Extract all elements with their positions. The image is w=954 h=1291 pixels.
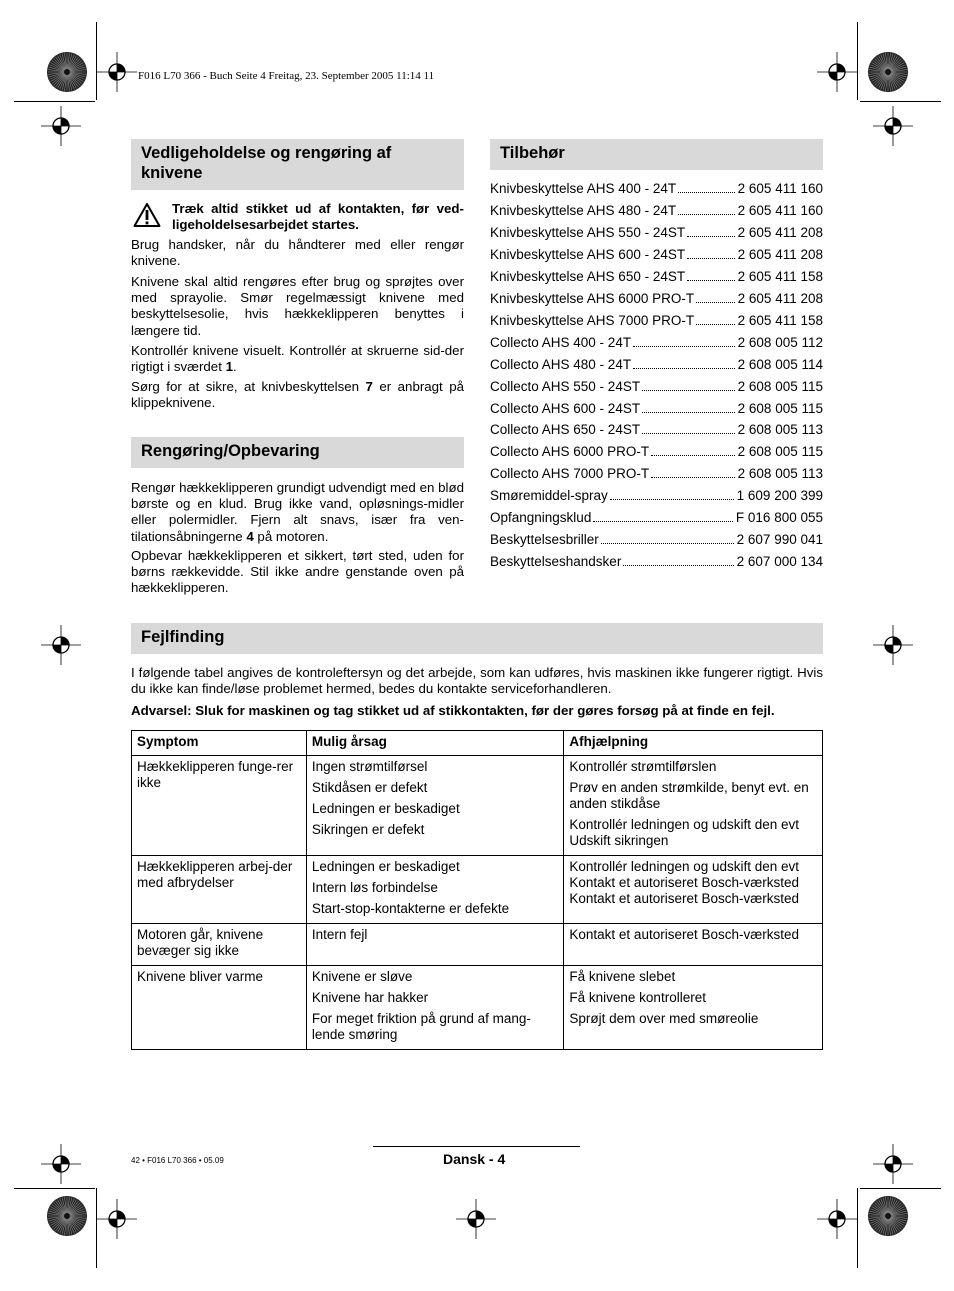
accessory-code: 2 605 411 208 [737, 246, 823, 262]
accessory-code: 2 608 005 113 [737, 466, 823, 482]
leader-dots [633, 346, 735, 347]
crosshair-mark-icon [873, 106, 913, 146]
accessory-name: Collecto AHS 480 - 24T [490, 356, 632, 372]
accessory-name: Knivbeskyttelse AHS 600 - 24ST [490, 246, 686, 262]
crosshair-mark-icon [41, 1144, 81, 1184]
accessory-name: Knivbeskyttelse AHS 6000 PRO-T [490, 290, 695, 306]
accessory-row [490, 442, 823, 460]
maintenance-paragraph-2: Knivene skal altid rengøres efter brug og sprøjtes over med sprayolie. Smør regelmæssigt knivene med beskyttelsesolie, hvis hækkeklipperen benyttes i længere tid. [131, 274, 464, 338]
accessory-code: 2 608 005 115 [737, 444, 823, 460]
accessory-code: 2 608 005 115 [737, 400, 823, 416]
cause-item: For meget friktion på grund af mang-lende smøring [311, 1011, 531, 1042]
accessory-row [490, 508, 823, 526]
cause-item: Sikringen er defekt [311, 822, 425, 837]
accessory-name: Knivbeskyttelse AHS 480 - 24T [490, 202, 677, 218]
remedy-item: Få knivene kontrolleret [569, 990, 706, 1005]
accessory-name: Knivbeskyttelse AHS 550 - 24ST [490, 224, 686, 240]
crop-line [857, 1188, 858, 1268]
warning-triangle-icon [133, 202, 161, 228]
leader-dots [642, 433, 735, 434]
remedy-item: Kontrollér ledningen og udskift den evt Kontakt et autoriseret Bosch-værksted Kontakt et autoriseret Bosch-værksted [569, 859, 800, 906]
symptom-text: Hækkeklipperen arbej-der med afbrydelser [137, 859, 293, 890]
accessory-name: Knivbeskyttelse AHS 400 - 24T [490, 181, 677, 196]
leader-dots [696, 324, 735, 325]
accessory-row [490, 245, 823, 263]
header-symptom: Symptom [132, 731, 307, 756]
section-title-cleaning: Rengøring/Opbevaring [131, 437, 464, 468]
remedy-item: Prøv en anden strømkilde, benyt evt. en anden stikdåse [569, 780, 809, 811]
print-header-line: F016 L70 366 - Buch Seite 4 Freitag, 23. September 2005 11:14 11 [138, 70, 435, 82]
cleaning-paragraph-2: Opbevar hækkeklipperen et sikkert, tørt sted, uden for børns rækkevidde. Stil ikke andre genstande oven på hækkeklipperen. [131, 548, 464, 596]
troubleshooting-table [131, 730, 823, 1050]
leader-dots [633, 368, 735, 369]
accessory-code: 2 605 411 208 [737, 290, 823, 306]
symptom-text: Hækkeklipperen funge-rer ikke [137, 759, 294, 790]
leader-dots [642, 390, 735, 391]
leader-dots [593, 521, 733, 522]
table-row [132, 856, 823, 924]
registration-wheel-icon [46, 51, 88, 93]
accessory-name: Knivbeskyttelse AHS 7000 PRO-T [490, 312, 695, 328]
cause-item: Intern fejl [311, 927, 368, 942]
accessory-name: Opfangningsklud [490, 510, 592, 526]
accessory-code: 2 605 411 160 [737, 202, 823, 218]
section-title-maintenance: Vedligeholdelse og rengøring af knivene [131, 139, 464, 190]
registration-wheel-icon [867, 51, 909, 93]
symptom-text: Knivene bliver varme [137, 969, 264, 984]
accessory-row [490, 201, 823, 219]
leader-dots [651, 477, 735, 478]
symptom-cell [132, 924, 307, 966]
remedy-item: Kontakt et autoriseret Bosch-værksted [569, 927, 799, 942]
maintenance-warning-text: Træk altid stikket ud af kontakten, før ved-ligeholdelsesarbejdet startes. [172, 201, 464, 233]
accessory-code: F 016 800 055 [735, 510, 823, 526]
accessory-row [490, 333, 823, 351]
header-cause: Mulig årsag [306, 731, 564, 756]
accessory-code: 2 608 005 112 [737, 334, 823, 350]
accessory-row [490, 223, 823, 241]
crop-line [14, 1188, 95, 1189]
accessory-row [490, 355, 823, 373]
crop-line [96, 1188, 97, 1268]
crosshair-mark-icon [41, 625, 81, 665]
crop-line [96, 22, 97, 100]
symptom-cell [132, 856, 307, 924]
maintenance-paragraph-3: Kontrollér knivene visuelt. Kontrollér at skruerne sid-der rigtigt i sværdet 1. [131, 343, 464, 375]
remedy-cell [564, 856, 823, 924]
accessory-row [490, 399, 823, 417]
accessory-name: Collecto AHS 550 - 24ST [490, 378, 641, 394]
cause-cell [306, 966, 564, 1050]
cause-item: Ledningen er beskadiget [311, 801, 460, 816]
accessory-code: 2 605 411 208 [737, 224, 823, 240]
crosshair-mark-icon [97, 52, 137, 92]
accessory-name: Collecto AHS 650 - 24ST [490, 422, 641, 438]
crosshair-mark-icon [817, 1199, 857, 1239]
cause-item: Stikdåsen er defekt [311, 780, 428, 795]
crosshair-mark-icon [873, 1144, 913, 1184]
crosshair-mark-icon [817, 52, 857, 92]
cleaning-paragraph-1: Rengør hækkeklipperen grundigt udvendigt med en blød børste og en klud. Brug ikke vand, opløsnings-midler eller polermidler. Fjern alt snavs, især fra ven-tilationsåbningerne 4 på motoren. [131, 480, 464, 544]
symptom-text: Motoren går, knivene bevæger sig ikke [137, 927, 264, 958]
accessory-name: Collecto AHS 600 - 24ST [490, 400, 641, 416]
accessory-name: Collecto AHS 7000 PRO-T [490, 466, 650, 482]
cause-item: Intern løs forbindelse [311, 880, 438, 895]
cause-item: Knivene har hakker [311, 990, 429, 1005]
accessory-row [490, 552, 823, 570]
section-title-troubleshooting: Fejlfinding [131, 623, 823, 654]
section-title-accessories: Tilbehør [490, 139, 823, 170]
footer-rule [373, 1146, 580, 1147]
crop-line [860, 101, 941, 102]
accessory-row [490, 420, 823, 438]
leader-dots [623, 565, 733, 566]
leader-dots [642, 412, 735, 413]
accessory-code: 2 607 000 134 [736, 554, 823, 570]
cause-item: Ingen strømtilførsel [311, 759, 428, 774]
accessory-name: Collecto AHS 6000 PRO-T [490, 444, 650, 460]
crop-line [14, 101, 95, 102]
table-row [132, 924, 823, 966]
cause-item: Ledningen er beskadiget [311, 859, 460, 874]
accessory-name: Knivbeskyttelse AHS 650 - 24ST [490, 268, 686, 284]
crosshair-mark-icon [41, 106, 81, 146]
footer-code: 42 • F016 L70 366 • 05.09 [131, 1156, 224, 1165]
accessory-row [490, 311, 823, 329]
footer-page-label: Dansk - 4 [443, 1151, 506, 1167]
accessory-row [490, 289, 823, 307]
accessory-code: 2 608 005 115 [737, 378, 823, 394]
table-row [132, 756, 823, 856]
registration-wheel-icon [46, 1195, 88, 1237]
cause-item: Start-stop-kontakterne er defekte [311, 901, 510, 916]
accessory-code: 1 609 200 399 [736, 488, 823, 504]
accessory-row [490, 486, 823, 504]
accessory-name: Beskyttelsesbriller [490, 532, 599, 548]
remedy-item: Sprøjt dem over med smøreolie [569, 1011, 759, 1026]
accessory-name: Beskyttelseshandsker [490, 554, 622, 570]
crop-line [860, 1188, 941, 1189]
accessory-row [490, 179, 823, 197]
accessory-code: 2 607 990 041 [736, 532, 823, 548]
cause-cell [306, 756, 564, 856]
table-header-row [132, 731, 823, 756]
accessory-code: 2 605 411 158 [737, 312, 823, 328]
remedy-cell [564, 966, 823, 1050]
leader-dots [687, 280, 735, 281]
troubleshooting-intro: I følgende tabel angives de kontroleftersyn og det arbejde, som kan udføres, hvis maskinen ikke fungerer rigtigt. Hvis du ikke kan finde/løse problemet hermed, bedes du kontakte serviceforhandleren. [131, 665, 823, 697]
symptom-cell [132, 756, 307, 856]
cause-cell [306, 924, 564, 966]
crosshair-mark-icon [97, 1199, 137, 1239]
remedy-item: Få knivene slebet [569, 969, 676, 984]
leader-dots [687, 258, 735, 259]
symptom-cell [132, 966, 307, 1050]
leader-dots [601, 543, 734, 544]
crop-line [857, 22, 858, 100]
accessory-row [490, 530, 823, 548]
accessory-row [490, 377, 823, 395]
remedy-item: Kontrollér strømtilførslen [569, 759, 717, 774]
maintenance-paragraph-4: Sørg for at sikre, at knivbeskyttelsen 7 er anbragt på klippeknivene. [131, 379, 464, 411]
leader-dots [678, 214, 735, 215]
maintenance-paragraph-1: Brug handsker, når du håndterer med eller rengør knivene. [131, 237, 464, 269]
cause-item: Knivene er sløve [311, 969, 413, 984]
remedy-item: Kontrollér ledningen og udskift den evt Udskift sikringen [569, 817, 800, 848]
leader-dots [696, 302, 735, 303]
leader-dots [687, 236, 735, 237]
leader-dots [678, 192, 735, 193]
cause-cell [306, 856, 564, 924]
table-row [132, 966, 823, 1050]
accessory-code: 2 605 411 158 [737, 268, 823, 284]
leader-dots [651, 455, 735, 456]
registration-wheel-icon [867, 1195, 909, 1237]
leader-dots [610, 499, 734, 500]
troubleshooting-warning: Advarsel: Sluk for maskinen og tag stikket ud af stikkontakten, før der gøres forsøg på at finde en fejl. [131, 703, 775, 718]
accessory-row [490, 464, 823, 482]
accessory-name: Collecto AHS 400 - 24T [490, 334, 632, 350]
remedy-cell [564, 924, 823, 966]
accessory-code: 2 605 411 160 [737, 181, 823, 196]
header-remedy: Afhjælpning [564, 731, 823, 756]
crosshair-mark-icon [873, 625, 913, 665]
accessory-code: 2 608 005 113 [737, 422, 823, 438]
accessory-row [490, 267, 823, 285]
accessory-code: 2 608 005 114 [737, 356, 823, 372]
crosshair-mark-icon [456, 1199, 496, 1239]
accessory-name: Smøremiddel-spray [490, 488, 608, 504]
remedy-cell [564, 756, 823, 856]
